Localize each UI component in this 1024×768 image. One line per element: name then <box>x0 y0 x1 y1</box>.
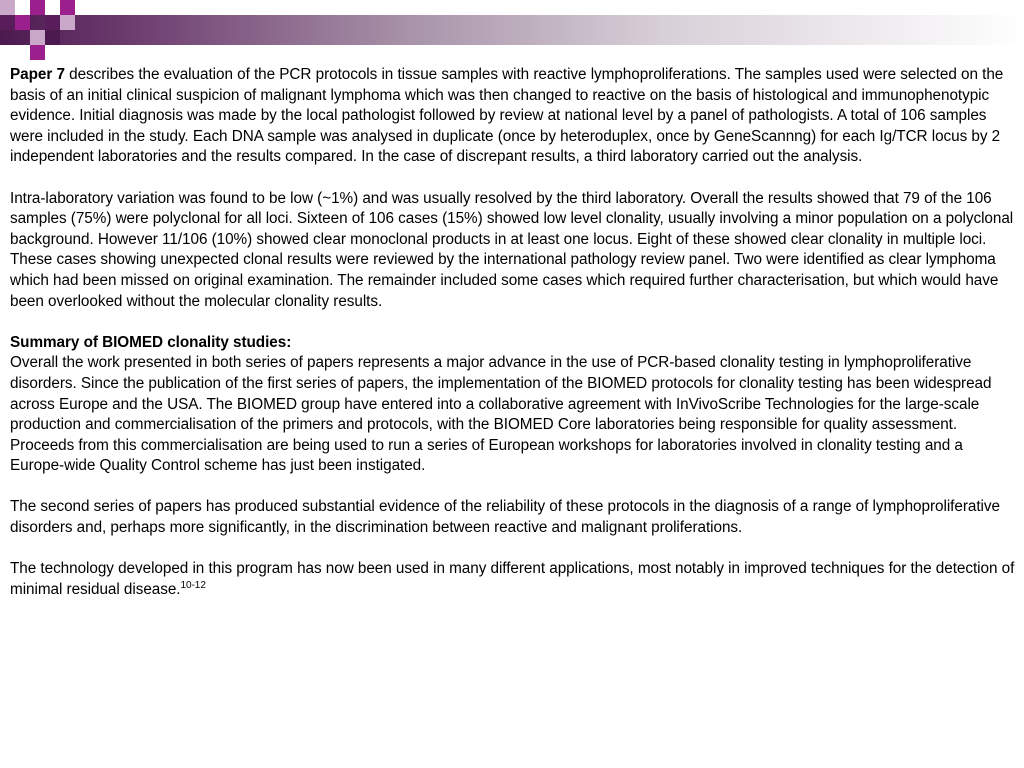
paragraph-summary: Overall the work presented in both series of papers represents a major advance in the use of PCR-based clonality testing in lymphoproliferative disorders. Since the publication of the first series of papers, the implementation of the BIOMED protocols for clonality testing has been widespread across Europe and the USA. The BIOMED group have entered into a collaborative agreement with InVivoScribe Technologies for the large-scale production and commercialisation of the primers and protocols, with the BIOMED Core laboratories being responsible for quality assessment. Proceeds from this commercialisation are being used to run a series of European workshops for laboratories involved in clonality testing and a Europe-wide Quality Control scheme has just been instigated. <box>10 354 992 475</box>
slide-body <box>10 65 1018 621</box>
header-square-decoration <box>0 15 15 30</box>
paragraph-paper-7 <box>10 65 1018 168</box>
header-square-decoration <box>15 15 30 30</box>
reference-superscript: 10-12 <box>180 579 206 591</box>
paragraph-technology <box>10 559 1018 600</box>
paragraph-intra-laboratory: Intra-laboratory variation was found to be low (~1%) and was usually resolved by the third laboratory. Overall the results showed that 79 of the 106 samples (75%) were polyclonal for all loci. Sixteen of 106 cases (15%) showed low level clonality, usually involving a minor population on a polyclonal background. However 11/106 (10%) showed clear monoclonal products in at least one locus. Eight of these showed clear clonality in multiple loci. These cases showing unexpected clonal results were reviewed by the international pathology review panel. Two were identified as clear lymphoma which had been missed on original examination. The remainder included some cases which required further characterisation, but which would have been overlooked without the molecular clonality results. <box>10 189 1014 310</box>
paragraph-second-series: The second series of papers has produced substantial evidence of the reliability of these protocols in the diagnosis of a range of lymphoproliferative disorders and, perhaps more significantly, in the discrimination between reactive and malignant proliferations. <box>10 498 1000 537</box>
header-square-decoration <box>45 15 60 30</box>
summary-heading <box>10 333 1018 354</box>
paper-7-text: describes the evaluation of the PCR protocols in tissue samples with reactive lymphoproliferations. The samples used were selected on the basis of an initial clinical suspicion of malignant lymphoma which was then changed to reactive on the basis of histological and immunophenotypic evidence. Initial diagnosis was made by the local pathologist followed by review at national level by a panel of pathologists. A total of 106 samples were included in the study. Each DNA sample was analysed in duplicate (once by heteroduplex, once by GeneScannng) for each Ig/TCR locus by 2 independent laboratories and the results compared. In the case of discrepant results, a third laboratory carried out the analysis. <box>10 66 1004 166</box>
paper-7-lead: Paper 7 <box>10 66 65 83</box>
header-square-decoration <box>60 0 75 15</box>
header-gradient-band <box>0 15 1024 45</box>
header-square-decoration <box>0 0 15 15</box>
summary-heading-text: Summary of BIOMED clonality studies: <box>10 333 292 351</box>
header-square-decoration <box>45 30 60 45</box>
header-square-decoration <box>30 0 45 15</box>
header-square-decoration <box>30 30 45 45</box>
header-square-decoration <box>60 15 75 30</box>
header-square-decoration <box>30 45 45 60</box>
technology-text: The technology developed in this program has now been used in many different applications, most notably in improved techniques for the detection of minimal residual disease. <box>10 560 1015 598</box>
